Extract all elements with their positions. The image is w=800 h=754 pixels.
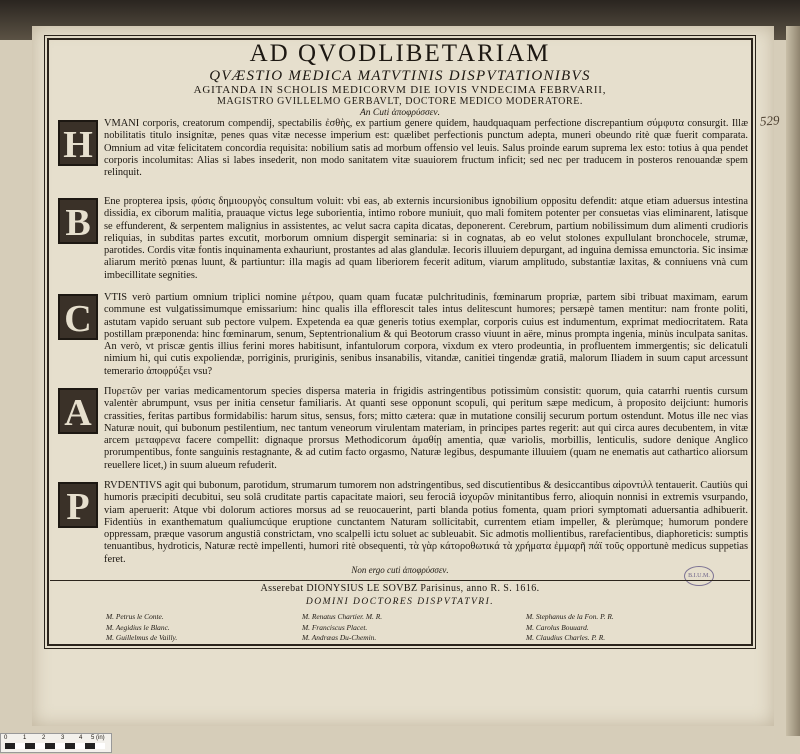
scale-bar bbox=[0, 733, 112, 753]
initial-letter: B bbox=[58, 198, 98, 244]
doctor-name: M. Franciscus Placet. bbox=[302, 622, 368, 632]
doctors-column-1 bbox=[106, 612, 177, 644]
doctors-title: DOMINI DOCTORES DISPVTATVRI. bbox=[305, 597, 495, 607]
subtitle-line-4: MAGISTRO GVILLELMO GERBAVLT, DOCTORE MEDICO MODERATORE. bbox=[216, 96, 584, 107]
page-title: AD QVODLIBETARIAM bbox=[249, 40, 551, 67]
divider bbox=[50, 580, 750, 581]
initial-letter: P bbox=[58, 482, 98, 528]
scale-ticks bbox=[5, 743, 105, 749]
doctor-name: M. Petrus le Conte. bbox=[106, 612, 164, 621]
margin-page-number: 529 bbox=[759, 112, 780, 129]
doctor-name: M. Aegidius le Blanc. bbox=[106, 622, 170, 632]
scale-label: 2 bbox=[42, 735, 46, 741]
paragraph-2 bbox=[58, 196, 748, 282]
doctor-name: M. Renatus Chartier. M. R. bbox=[302, 612, 383, 621]
paragraph-4 bbox=[58, 386, 748, 472]
paragraph-5 bbox=[58, 480, 748, 566]
paragraph-1 bbox=[58, 118, 748, 179]
question: An Cuti ἀποφρύσσεν. bbox=[359, 108, 441, 118]
doctor-name: M. Claudius Charles. P. R. bbox=[526, 633, 606, 642]
header bbox=[50, 40, 750, 119]
page-edge bbox=[786, 26, 800, 736]
initial-letter: H bbox=[58, 120, 98, 166]
paragraph-text: Ene propterea ipsis, φύσις δημιουργὸς consultum voluit: vbi eas, ab externis incursionibus ignobilium oppositu defendit: atque etiam aduersus intestina dissidia, ex ciborum malitia, prauaque victus lege suborientia, intimo robore muniuit, quo mali fomitem potenter per consuetas vias eliminarent, latisque se effunderent, & serpentem malignius in assistentes, ac velut sacra capita dicatas, deponerent. Cerebrum, partium nobilissimum dum alimenti crudioris reliquias, in subditas partes excutit, morborum omnium dispergit seminaria: si in cognatas, ab eo velut stolones expullulant bronchocele, strumæ, parotides. Cordis vitæ fontis inquinamenta exhauriunt, prostantes ad alas glandulæ. Iecoris illuuiem depurgant, ad inguina demissa emunctoria. Sic insimæ aliarum meritò pœnas luunt, & partiuntur: illa magis ad quam liberiorem fecerit aditum, viarum amplitudo, substantiæ laxitas, & conniuens vnà cum imbecillitate segnities. bbox=[104, 196, 748, 281]
paragraph-text: RVDENTIVS agit qui bubonum, parotidum, strumarum tumorem non adstringentibus, sed discutientibus & desiccantibus αἱροντιλλ tentauerit. Cautiùs qui humoris præcipiti decubitui, seu solâ cruditate partis capacitate maiori, seu ferociâ ἰσχυρῶν minitantibus ferro, alioquin nonnisi in extremis vsurpando, viam aperuerit: Atque vbi dolorum actiores morsus ad se reuocauerint, parti blanda potius fomenta, quam priori symptomati aduersantia adhibuerit. Fidentiùs in exanthematum qualiumcúque eruptione cunctantem Naturam sollicitabit, currentem etiam impeller, & plerùmque; humorum pondere oppressam, præque vasorum angustiâ constrictam, vno scalpelli ictu soluet ac subleuabit. Sic admotis mollientibus, rarefacientibus, diaphoreticis: sumptis tenuantibus, hydroticis, Naturæ rectè impellenti, humori ritè obsequenti, τὰ γὰρ κάτοροθωτικά τὰ χρήματα ἐμμαρῆ πάϊ τοῦς opportunè medicus suppetias feret. bbox=[104, 480, 748, 565]
scale-label: 3 bbox=[61, 735, 65, 741]
paragraph-text: Πυρετῶν per varias medicamentorum species dispersa materia in frigidis astringentibus potissimùm consistit: quorum, quia catarrhi ruentis cursum valentèr abrumpunt, vsus per initia censetur familiaris. At quanti sese opponunt scopuli, qui peritum sæpe medicum, à proposito deijciunt: humoris crassities, feritas partibus formidabilis: harum situs, sensus, fors; mitto cætera: quæ in mutatione consilij securum portum ostendunt. Motus ille nec vias Naturæ nouit, qui bubonum pestilentium, nec tantum veneorum virulentam materiam, in principes partes regerit: aut qui circa aures decubentem, in vitæ arcem μεταφρενα facere compellit: dignaque prorsus Methodicorum ἀμαθίῃ amentia, quæ variolis, morbillis, lenticulis, sudore denique Anglico prorumpentibus, fonte sanguinis restagnante, & ad cutim facto orgasmo, Naturæ legibus, despumante illuuiem (quam ne enematis aut cathartico aliorsum reuellere licet,) in suum alueum refuderit. bbox=[104, 386, 748, 471]
library-stamp: B.I.U.M. bbox=[684, 566, 714, 586]
paragraph-3 bbox=[58, 292, 748, 378]
initial-letter: C bbox=[58, 294, 98, 340]
doctors-column-3 bbox=[526, 612, 614, 644]
doctor-name: M. Guillelmus de Vailly. bbox=[106, 633, 178, 642]
initial-letter: A bbox=[58, 388, 98, 434]
subtitle-line-3: AGITANDA IN SCHOLIS MEDICORVM DIE IOVIS VNDECIMA FEBRVARII, bbox=[193, 84, 607, 96]
scale-label: 1 bbox=[23, 735, 27, 741]
scale-label: 0 bbox=[4, 735, 8, 741]
conclusion: Non ergo cuti ἀποφρύσσεν. bbox=[351, 565, 449, 575]
doctors-column-2 bbox=[302, 612, 382, 644]
doctor-name: M. Carolus Bouuard. bbox=[526, 622, 589, 632]
doctor-name: M. Andræas Du-Chemin. bbox=[302, 633, 377, 642]
scale-label: 4 bbox=[79, 735, 83, 741]
paragraph-text: VMANI corporis, creatorum compendij, spectabilis ἐσθὴς, ex partium genere quidem, haudquaquam perfectione discrepantium σύμφυτα consurgit. Illæ nobilitatis titulo insignitæ, penes quas vitæ necesse imperium est: quælibet perfectionis punctum adepta, muneri obeundo ritè quæ fuerit comparata. Omnium ad vitæ felicitatem concordia requisita: nobilium satis ad morbum offensio vel leuis. Salus proinde earum suprema lex esto: totius à qua pendet corporis incolumitas: Alias si labes insederit, non modo sanitatem vitæ suauiorem fructum inficit; sed nec per traducem in posteros renouandæ spem relinquit. bbox=[104, 118, 748, 179]
paragraph-text: VTIS verò partium omnium triplici nomine μέτρου, quam quam fucatæ pulchritudinis, fœminarum propriæ, partem sibi tribuat maximam, earum commune est vulgatissimumque emissarium: hinc qualis illa efflorescit tales intus delitescunt humores; persæpè tamen mentitur: nam fronte politi, astutam vapido seruant sub pectore vulpem. Expetenda ea quæ generis totius exemplar, corporis cuius est indumentum, exprimat mediocritatem. Rata postillam præponenda: hinc fœminarum, senum, Septentrionalium & qui Beotorum crasso viuunt in aëre, minus prompta ingenia, minùs inculpata sanitas. An verò, vt priscæ gentis illius ferini mores habitisunt, infantulorum corpora, vixdum ex vtero prodeuntia, in profluentem immergentis; sic delicatuli nimium hi, qui cutis expoliendæ, porriginis, pruriginis, senibus insanabilis, vitandæ, canitiei tingendæ gratiâ, malorum Iliadem in suum caput arcessunt temerario ἀποφρύξει vsu? bbox=[104, 292, 748, 377]
doctor-name: M. Stephanus de la Fon. P. R. bbox=[526, 612, 614, 621]
page-subtitle: QVÆSTIO MEDICA MATVTINIS DISPVTATIONIBVS bbox=[209, 68, 591, 84]
presenter-line: Asserebat DIONYSIUS LE SOVBZ Parisinus, anno R. S. 1616. bbox=[260, 583, 540, 594]
scale-label: 5 (in) bbox=[91, 735, 105, 741]
